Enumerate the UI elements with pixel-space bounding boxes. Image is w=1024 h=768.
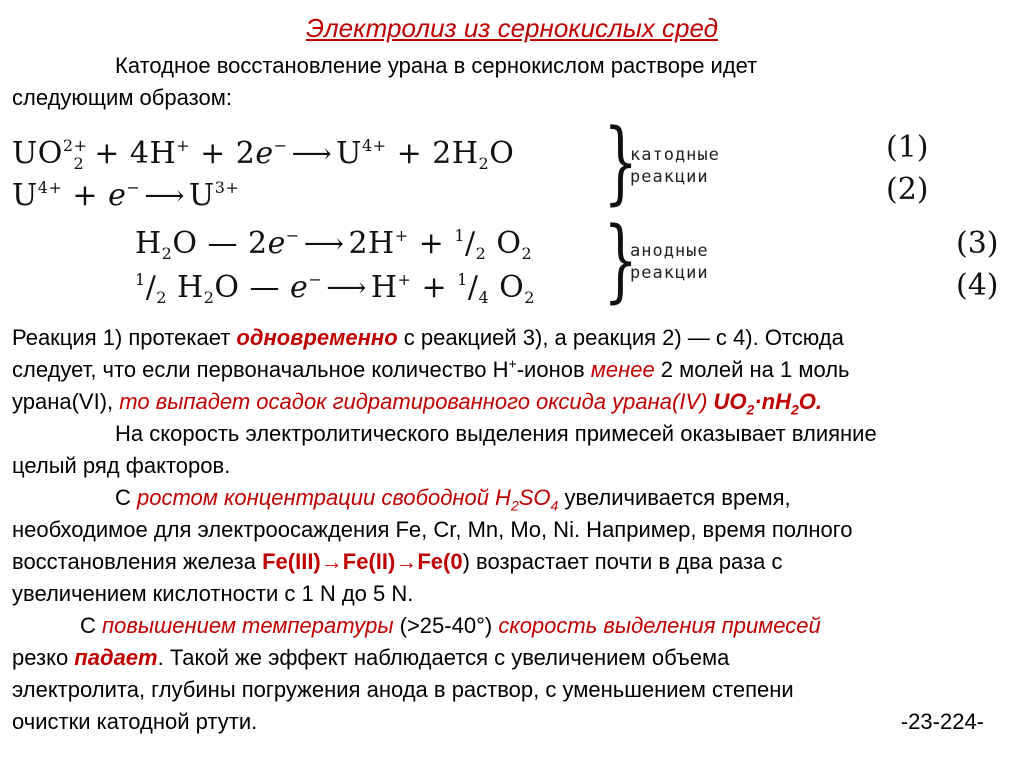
paragraph-3: С ростом концентрации свободной $H_2SO_4$ увеличивается время, необходимое для электроосаждения Fe, Cr, Mn, Mo, Ni. Например, время полного восстановления железа Fe(III)→Fe(II)→Fe(0) возрастает почти в два раза с увеличением кислотности с 1 N до 5 N. [12,485,853,606]
paragraph-2: На скорость электролитического выделения примесей оказывает влияние целый ряд факторов. [12,421,877,478]
equation-number-3: (3) [956,226,999,261]
anode-label: анодные реакции [630,241,709,283]
page-title: Электролиз из сернокислых сред [305,13,719,43]
equation-1: $UO^{2+}_2 + 4H^+ + 2e^-$ ⟶ $U^{4+} + 2H_2O$ [12,136,515,173]
cathode-brace: } [603,110,638,215]
paragraph-4: С повышением температуры (>25-40°) скорость выделения примесей резко падает. Такой же эффект наблюдается с увеличением объема электролита, глубины погружения анода в раствор, с уменьшением степени очистки катодной ртути. -23-224- [12,610,1016,738]
anode-brace: } [603,208,638,313]
equation-number-4: (4) [956,268,999,303]
intro-line-2: следующим образом: [12,85,232,110]
equation-number-2: (2) [886,172,929,207]
cathode-label: катодные реакции [630,145,720,187]
intro-line-1: Катодное восстановление урана в сернокислом растворе идет [115,53,758,78]
equation-number-1: (1) [886,130,929,165]
equation-2: $U^{4+} + e^-$ ⟶ $U^{3+}$ [12,178,240,213]
equation-4: $^1/_2$ $H_2O$ — e− ⟶ $H^+ + ^1/_4$ $O_2$ [135,270,535,307]
intro-paragraph [12,50,1012,114]
arrow-icon: → [320,549,343,574]
main-text [12,322,1016,738]
paragraph-1: Реакция 1) протекает одновременно с реакцией 3), а реакция 2) — с 4). Отсюда следует, что если первоначальное количество H+-ионов менее 2 молей на 1 моль урана(VI), то выпадет осадок гидратированного оксида урана(IV) $UO_2\cdot nH_2O$. [12,325,850,418]
arrow-icon: → [395,549,418,574]
equation-3: $H_2O$ — 2e− ⟶ $2H^+ + ^1/_2$ $O_2$ [135,226,533,263]
page-number: -23-224- [900,709,984,734]
reaction-equations [0,110,1024,313]
